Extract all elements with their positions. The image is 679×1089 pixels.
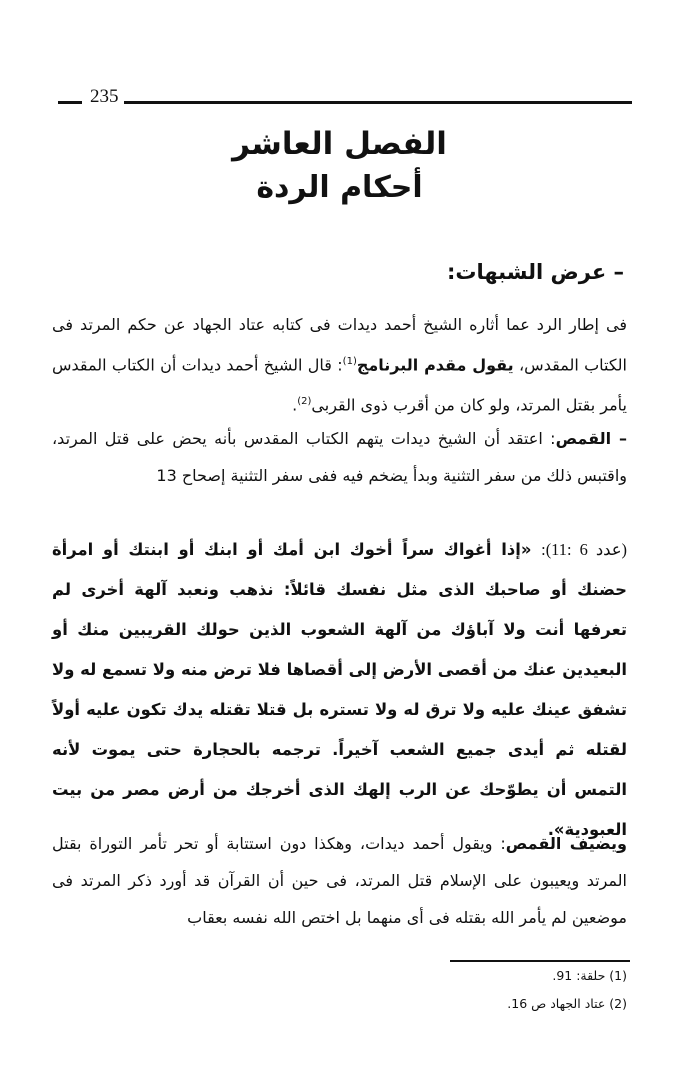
paragraph-3-text: : ويقول أحمد ديدات، وهكذا دون استتابة أو تحر تأمر التوراة بقتل المرتد ويعيبون على الإسلام قتل المرتد، فى حين أن القرآن قد أورد ذكر المرتد فى موضعين لم يأمر الله بقتله فى أى منهما بل اختص الله نفسه بعقاب (52, 834, 627, 927)
quote-block (52, 530, 627, 850)
paragraph-1-text-c: . (292, 395, 298, 415)
paragraph-1-text-b: : قال الشيخ أحمد ديدات أن الكتاب المقدس يأمر بقتل المرتد، ولو كان من أقرب ذوى القربى (52, 355, 627, 415)
chapter-title: الفصل العاشر (232, 126, 447, 162)
paragraph-3 (52, 825, 627, 936)
page-number: 235 (86, 86, 123, 108)
paragraph-3-lead: ويضيف القمص (505, 834, 628, 853)
footnote-ref-2: (2) (297, 396, 312, 408)
quote-text: «إذا أغواك سراً أخوك ابن أمك أو ابنك أو ابنتك أو امرأة حضنك أو صاحبك الذى مثل نفسك قائلاً: نذهب ونعبد آلهة أخرى لم تعرفها أنت ولا آباؤك من آلهة الشعوب الذين حولك القريبين منك أو البعيدين عنك من أقصى الأرض إلى أقصاها فلا ترض منه ولا تسمع له ولا تشفق عينك عليه ولا ترق له ولا تستره بل قتلا تقتله يدك تكون عليه أولاً لقتله ثم أيدى جميع الشعب آخيراً. ترجمه بالحجارة حتى يموت لأنه التمس أن يطوّحك عن الرب إلهك الذى أخرجك من أرض مصر من بيت العبودية». (52, 540, 627, 839)
paragraph-1-text-a: فى إطار الرد عما أثاره الشيخ أحمد ديدات فى كتابه عتاد الجهاد عن حكم المرتد فى الكتاب المقدس، (52, 315, 628, 375)
footnote-rule (450, 960, 630, 962)
paragraph-1 (52, 306, 627, 424)
footnote-2: (2) عتاد الجهاد ص 16. (507, 996, 627, 1011)
header-rule-right (124, 101, 632, 104)
paragraph-2-lead: – القمص (555, 429, 627, 448)
footnote-1: (1) حلقة: 91. (552, 968, 627, 983)
paragraph-2-text: : اعتقد أن الشيخ ديدات يتهم الكتاب المقدس بأنه يحض على قتل المرتد، واقتبس ذلك من سفر التثنية وبدأ يضخم فيه ففى سفر التثنية إصحاح 13 (52, 429, 627, 485)
header-rule-left (58, 101, 82, 104)
paragraph-1-bold: يقول مقدم البرنامج (356, 355, 514, 375)
paragraph-2 (52, 420, 627, 494)
section-heading: – عرض الشبهات: (446, 260, 624, 284)
chapter-subtitle: أحكام الردة (256, 170, 423, 205)
footnote-ref-1: (1) (342, 356, 357, 367)
verse-reference: (عدد 6 :11): (541, 540, 627, 559)
